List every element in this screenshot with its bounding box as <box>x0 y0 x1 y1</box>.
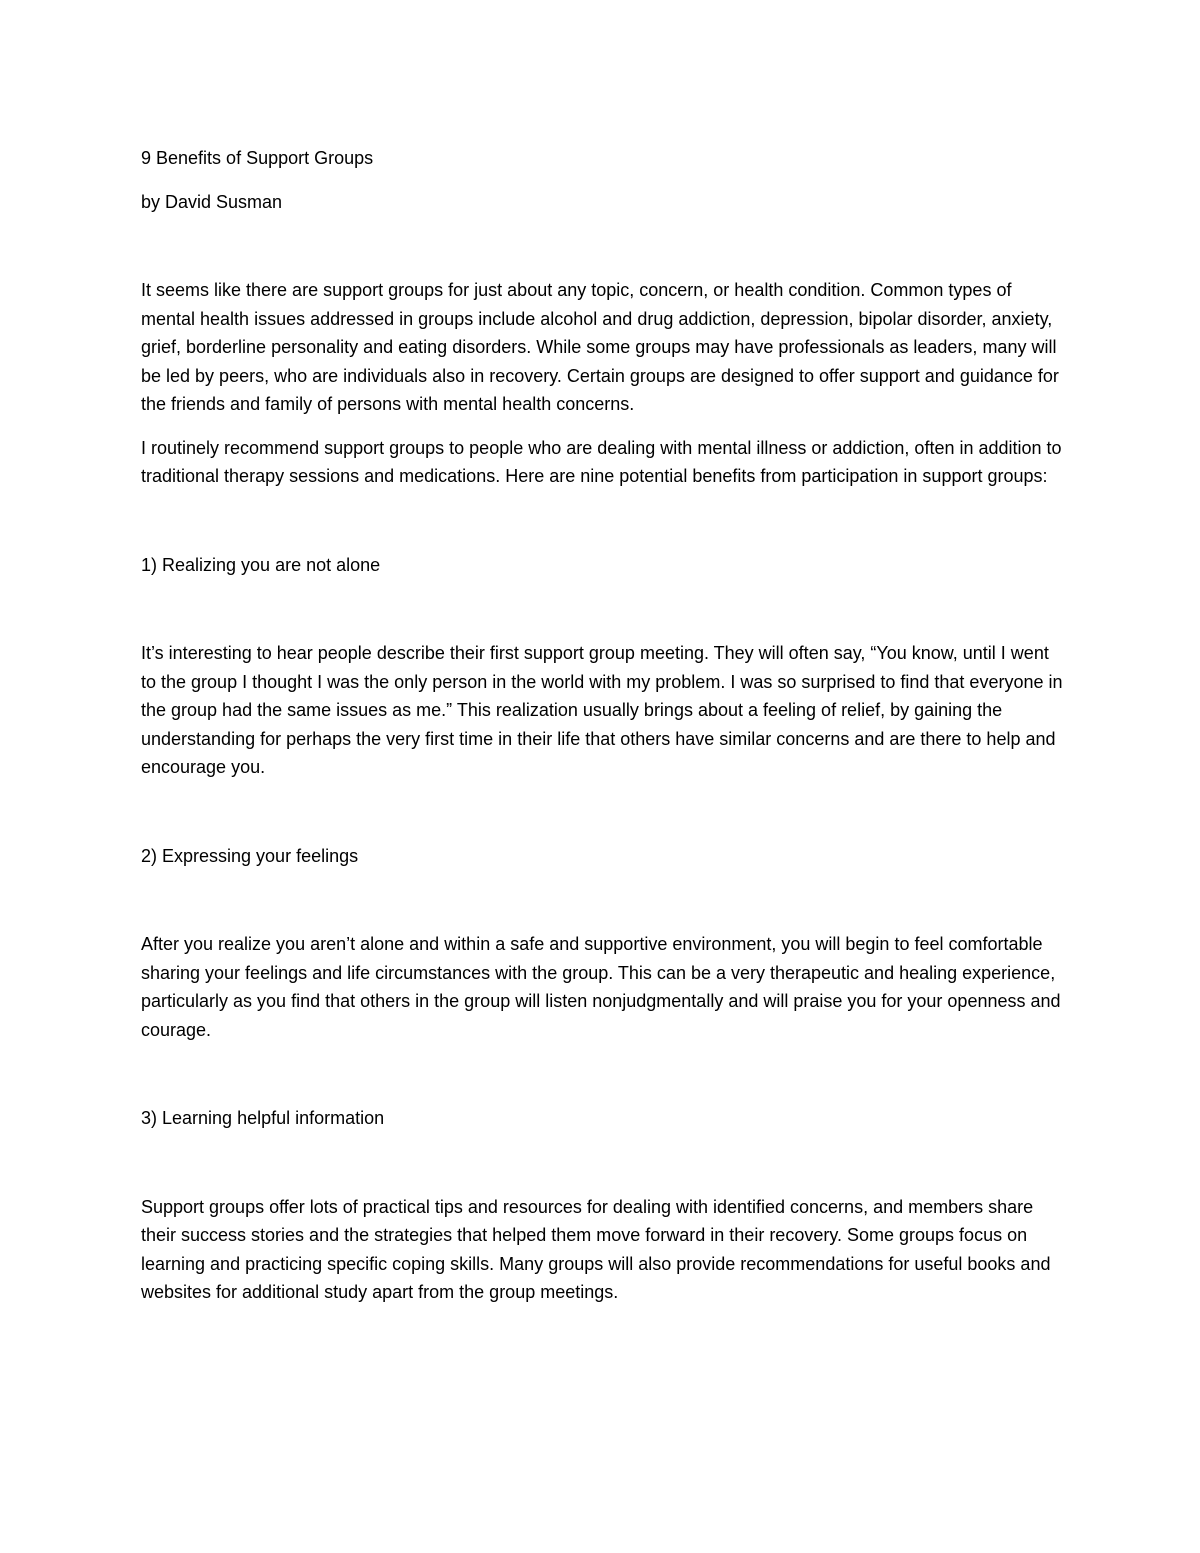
document-content <box>141 144 1066 1367</box>
section-body: After you realize you aren’t alone and within a safe and supportive environment, you will begin to feel comfortable sharing your feelings and life circumstances with the group. This can be a very therapeutic and healing experience, particularly as you find that others in the group will listen nonjudgmentally and will praise you for your openness and courage. <box>141 934 1061 1040</box>
section-heading: 1) Realizing you are not alone <box>141 554 381 575</box>
section-body: It’s interesting to hear people describe their first support group meeting. They will often say, “You know, until I went to the group I thought I was the only person in the world with my problem. I was so surprised to find that everyone in the group had the same issues as me.” This realization usually brings about a feeling of relief, by gaining the understanding for perhaps the very first time in their life that others have similar concerns and are there to help and encourage you. <box>141 643 1063 777</box>
document-byline: by David Susman <box>141 191 283 212</box>
section-heading: 3) Learning helpful information <box>141 1108 385 1128</box>
section-body: Support groups offer lots of practical tips and resources for dealing with identified concerns, and members share their success stories and the strategies that helped them move forward in their recovery. Some groups focus on learning and practicing specific coping skills. Many groups will also provide recommendations for useful books and websites for additional study apart from the group meetings. <box>141 1196 1051 1302</box>
section-heading: 2) Expressing your feelings <box>141 845 359 866</box>
document-title: 9 Benefits of Support Groups <box>141 148 374 168</box>
intro-paragraph: It seems like there are support groups for just about any topic, concern, or health condition. Common types of mental health issues addressed in groups include alcohol and drug addiction, depression, bipolar disorder, anxiety, grief, borderline personality and eating disorders. While some groups may have professionals as leaders, many will be led by peers, who are individuals also in recovery. Certain groups are designed to offer support and guidance for the friends and family of persons with mental health concerns. <box>141 280 1059 414</box>
intro-paragraph: I routinely recommend support groups to people who are dealing with mental illness or addiction, often in addition to traditional therapy sessions and medications. Here are nine potential benefits from participation in support groups: <box>141 437 1062 486</box>
